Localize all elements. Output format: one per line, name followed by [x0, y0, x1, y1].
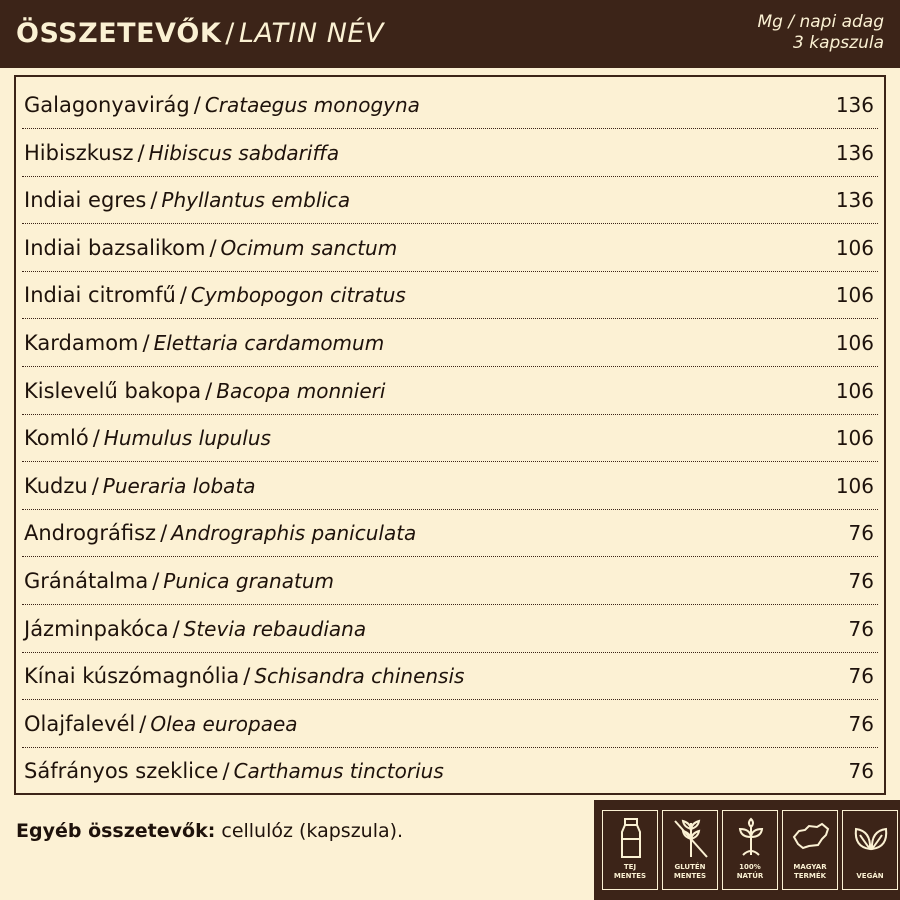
ingredient-common-name: Galagonyavirág: [24, 93, 190, 117]
badge-caption: GLUTÉN MENTES: [673, 863, 707, 880]
ingredient-mg: 136: [835, 188, 874, 213]
ingredient-name: [24, 569, 334, 593]
table-row: [22, 83, 878, 129]
ingredient-common-name: Indiai egres: [24, 188, 147, 213]
badge-gluten-free: [662, 810, 718, 890]
table-row: [22, 559, 878, 605]
ingredient-name: [24, 141, 339, 165]
ingredient-latin-name: Humulus lupulus: [103, 426, 271, 451]
ingredient-name: [24, 426, 271, 450]
ingredient-mg: 106: [835, 378, 874, 403]
ingredient-latin-name: Phyllantus emblica: [161, 188, 351, 213]
ingredient-latin-name: Punica granatum: [163, 569, 334, 593]
leaves-icon: [851, 815, 891, 861]
name-separator: /: [243, 664, 251, 689]
other-ingredients-label: Egyéb összetevők:: [16, 820, 216, 842]
header: [0, 0, 900, 68]
table-row: [22, 369, 878, 415]
ingredient-latin-name: Carthamus tinctorius: [233, 759, 444, 784]
ingredient-latin-name: Hibiscus sabdariffa: [148, 140, 340, 165]
ingredient-mg: 76: [848, 759, 874, 784]
ingredient-common-name: Gránátalma: [24, 569, 149, 593]
ingredient-name: [24, 93, 420, 117]
ingredient-common-name: Indiai bazsalikom: [24, 235, 206, 260]
milk-bottle-icon: [611, 815, 651, 861]
ingredient-latin-name: Crataegus monogyna: [204, 93, 420, 117]
ingredient-name: [24, 474, 256, 498]
table-row: [22, 416, 878, 462]
table-row: [22, 273, 878, 319]
table-row: [22, 178, 878, 224]
ingredient-latin-name: Andrographis paniculata: [171, 521, 417, 546]
table-row: [22, 607, 878, 653]
table-row: [22, 511, 878, 557]
hungary-map-icon: [791, 815, 831, 861]
ingredient-name: [24, 759, 444, 783]
badge-caption: VEGÁN: [856, 872, 884, 880]
table-row: [22, 131, 878, 177]
name-separator: /: [139, 711, 147, 736]
ingredient-mg: 106: [835, 331, 874, 355]
title-separator: /: [225, 18, 235, 49]
ingredient-mg: 76: [848, 616, 874, 641]
table-row: [22, 226, 878, 272]
ingredient-latin-name: Pueraria lobata: [102, 473, 256, 498]
sprout-icon: [731, 815, 771, 861]
ingredient-mg: 106: [835, 283, 874, 308]
ingredient-common-name: Sáfrányos szeklice: [24, 759, 219, 784]
badge-caption: TEJ MENTES: [613, 863, 647, 880]
ingredient-mg: 76: [848, 664, 874, 689]
ingredient-latin-name: Elettaria cardamomum: [153, 331, 385, 355]
ingredient-latin-name: Olea europaea: [150, 711, 298, 736]
other-ingredients-text: cellulóz (kapszula).: [215, 820, 404, 842]
table-row: [22, 749, 878, 795]
name-separator: /: [152, 569, 160, 593]
name-separator: /: [222, 759, 230, 784]
ingredient-latin-name: Schisandra chinensis: [254, 664, 465, 689]
ingredient-name: [24, 283, 406, 307]
content-panel: [0, 68, 900, 900]
name-separator: /: [142, 331, 150, 355]
ingredient-mg: 76: [848, 711, 874, 736]
ingredient-name: [24, 236, 397, 260]
ingredient-mg: 136: [835, 93, 874, 117]
ingredient-mg: 106: [835, 426, 874, 451]
title-ingredients: ÖSSZETEVŐK: [16, 18, 222, 49]
table-row: [22, 321, 878, 367]
ingredient-common-name: Kudzu: [24, 473, 88, 498]
ingredient-latin-name: Cymbopogon citratus: [190, 283, 406, 308]
ingredient-latin-name: Stevia rebaudiana: [183, 616, 367, 641]
page-title: [16, 18, 384, 49]
ingredient-latin-name: Bacopa monnieri: [216, 378, 386, 403]
badge-hungarian: [782, 810, 838, 890]
table-row: [22, 702, 878, 748]
name-separator: /: [160, 521, 168, 546]
ingredient-mg: 76: [848, 521, 874, 546]
name-separator: /: [179, 283, 187, 308]
ingredient-name: [24, 331, 384, 355]
badge-caption: MAGYAR TERMÉK: [793, 863, 827, 880]
dosage-serving: 3 kapszula: [793, 33, 884, 53]
ingredient-name: [24, 664, 464, 688]
ingredient-mg: 106: [835, 235, 874, 260]
name-separator: /: [150, 188, 158, 213]
wheat-crossed-icon: [671, 815, 711, 861]
ingredient-common-name: Jázminpakóca: [24, 616, 169, 641]
dosage-unit: Mg / napi adag: [757, 12, 884, 32]
badge-caption: 100% NATÚR: [736, 863, 764, 880]
name-separator: /: [137, 140, 145, 165]
ingredient-common-name: Kislevelű bakopa: [24, 378, 202, 403]
ingredient-mg: 106: [835, 473, 874, 498]
badge-strip: [594, 800, 900, 900]
table-row: [22, 464, 878, 510]
name-separator: /: [205, 378, 213, 403]
ingredient-common-name: Komló: [24, 426, 89, 451]
ingredient-common-name: Indiai citromfű: [24, 283, 176, 308]
name-separator: /: [172, 616, 180, 641]
name-separator: /: [91, 473, 99, 498]
dosage-header: [757, 12, 884, 54]
badge-natural: [722, 810, 778, 890]
badge-vegan: [842, 810, 898, 890]
name-separator: /: [193, 93, 201, 117]
ingredient-common-name: Kardamom: [24, 331, 139, 355]
ingredient-table: [14, 75, 886, 795]
ingredient-name: [24, 188, 350, 212]
badge-lactose-free: [602, 810, 658, 890]
name-separator: /: [209, 235, 217, 260]
other-ingredients: [16, 820, 403, 842]
title-latin-name: LATIN NÉV: [238, 18, 384, 49]
ingredient-common-name: Andrográfisz: [24, 521, 157, 546]
ingredient-mg: 76: [848, 569, 874, 593]
name-separator: /: [92, 426, 100, 451]
ingredient-name: [24, 521, 416, 545]
ingredient-mg: 136: [835, 140, 874, 165]
ingredient-name: [24, 712, 298, 736]
ingredient-common-name: Olajfalevél: [24, 711, 136, 736]
ingredient-common-name: Hibiszkusz: [24, 140, 134, 165]
ingredient-name: [24, 617, 366, 641]
ingredient-common-name: Kínai kúszómagnólia: [24, 664, 240, 689]
ingredient-name: [24, 379, 385, 403]
table-row: [22, 654, 878, 700]
ingredient-latin-name: Ocimum sanctum: [220, 235, 398, 260]
